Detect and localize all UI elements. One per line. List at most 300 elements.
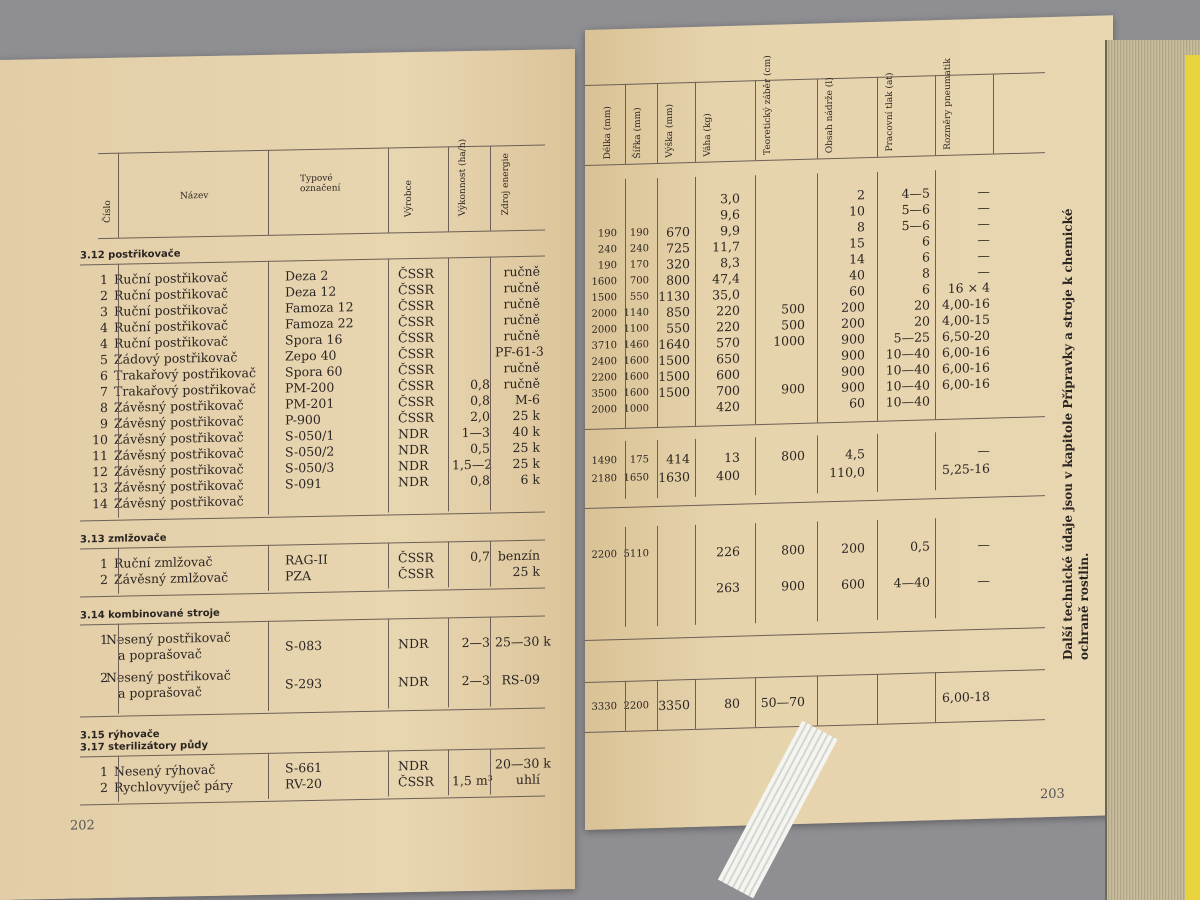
cell-number: 1 [100,763,108,780]
column-divider [118,756,119,802]
cell-6: 6 [922,281,930,297]
cell-0: 3710 [591,340,617,352]
cell-3: 80 [724,695,740,712]
cell-number: 2 [100,571,108,588]
column-header-3: Výrobce [404,179,414,218]
cell-energy: ručně [503,279,540,296]
cell-name: Ruční postřikovač [114,317,229,335]
cell-type: Zepo 40 [285,347,337,364]
cell-capacity: 1,5 m³ [452,772,493,789]
left-page [0,49,575,900]
column-header-2: Výška (mm) [665,103,675,158]
cell-maker: ČSSR [398,265,434,282]
cell-capacity: 1,5—2 [452,456,493,473]
header-bottom-rule [98,230,545,240]
cell-type: S-293 [285,675,323,692]
cell-energy: 6 k [520,471,540,488]
cell-energy: benzín [497,547,540,564]
cell-name: a poprašovač [118,684,202,701]
cell-1: 1600 [623,371,649,383]
cell-0 [585,194,617,195]
cell-6 [875,444,930,446]
cell-0: 3330 [591,701,617,713]
cell-number: 2 [100,287,108,304]
cell-maker: ČSSR [398,345,434,362]
cell-type: RV-20 [285,775,322,792]
column-divider [935,518,936,618]
cell-3: 9,9 [720,222,740,239]
section-title: 3.17 sterilizátory půdy [80,740,208,754]
cell-capacity [452,281,490,282]
column-header-3: Váha (kg) [703,113,713,157]
cell-maker: ČSSR [398,549,434,566]
section-title: 3.13 zmlžovače [80,532,167,546]
cell-0: 1500 [591,292,617,304]
right-page [585,15,1113,830]
cell-4 [750,189,805,191]
cell-number: 7 [100,383,108,400]
section-rule [585,495,1045,509]
column-divider [118,548,119,594]
cell-capacity [452,313,490,314]
cell-6: 10—40 [885,361,930,378]
cell-6: 6 [922,249,930,265]
cell-2 [650,581,690,582]
cell-4 [750,365,805,367]
cell-0: 2180 [591,473,617,485]
column-divider [388,751,389,797]
cell-0: 2000 [591,324,617,336]
header-top-rule [585,72,1045,86]
cell-4 [750,466,805,468]
column-divider [448,617,449,707]
cell-name: Závěsný postřikovač [114,461,244,479]
cell-1: 170 [629,259,649,271]
cell-capacity: 0,7 [470,548,490,564]
cell-capacity [452,757,490,758]
cell-4: 50—70 [760,693,805,711]
column-divider [935,432,936,490]
column-divider [877,520,878,620]
cell-3: 263 [716,579,740,596]
column-header-4: Výkonnost (ha/h) [458,138,468,217]
column-divider [755,677,756,727]
cell-1 [617,193,649,194]
cell-1: 175 [629,454,649,466]
cell-1: 1600 [623,355,649,367]
column-divider [388,543,389,589]
cell-type: PM-200 [285,379,335,396]
cell-5: 900 [841,379,865,395]
cell-4 [750,237,805,239]
cell-5: 600 [841,576,865,592]
column-divider [877,172,878,421]
cell-4 [750,253,805,255]
cell-2: 850 [666,304,690,320]
page-number-right: 203 [1040,786,1065,803]
left-table [0,49,575,796]
cell-capacity: 0,8 [470,376,490,392]
cell-2: 1130 [658,288,690,304]
header-divider [695,82,696,162]
cell-energy: M-6 [515,391,540,408]
column-divider [755,523,756,623]
column-header-6: Pracovní tlak (at) [885,72,895,152]
cell-7: 16 × 4 [947,279,990,296]
column-divider [657,440,658,498]
cell-3: 8,3 [720,254,740,271]
column-divider [268,261,269,515]
cell-maker: ČSSR [398,297,434,314]
cell-4 [750,205,805,207]
cell-number: 10 [92,431,108,448]
cell-capacity [452,297,490,298]
cell-7: — [977,572,990,589]
cell-number: 3 [100,303,108,320]
cell-0: 1600 [591,276,617,288]
cell-0: 2400 [591,356,617,368]
cell-2: 670 [666,224,690,240]
cell-2: 1500 [658,352,690,368]
cell-energy: 25 k [512,563,540,580]
cell-maker: ČSSR [398,409,434,426]
cell-2: 725 [666,240,690,256]
cell-name: Trakařový postřikovač [114,365,256,383]
cell-7: 6,00-16 [942,343,990,361]
cell-name: Ruční postřikovač [114,301,229,319]
cell-type: S-091 [285,475,323,492]
cell-3: 650 [716,350,740,367]
cell-capacity: 0,8 [470,392,490,408]
cell-1: 1600 [623,387,649,399]
cell-5: 15 [849,235,865,251]
cell-type: S-083 [285,637,323,654]
cell-7: 5,25-16 [942,460,990,478]
cell-energy: ručně [503,295,540,312]
cell-energy: 25—30 k [495,633,551,650]
cell-5: 900 [841,347,865,363]
cell-7: 6,50-20 [942,327,990,345]
column-divider [877,434,878,492]
section-bottom-rule [80,512,545,522]
header-divider [755,80,756,160]
cell-2: 800 [666,272,690,288]
cell-capacity [452,345,490,346]
header-divider [490,146,491,231]
cell-6: 6 [922,233,930,249]
cell-energy: 25 k [512,455,540,472]
cell-3: 400 [716,467,740,484]
cell-maker: ČSSR [398,329,434,346]
section-title: 3.12 postřikovače [80,248,181,262]
cell-energy: ručně [503,263,540,280]
column-divider [118,624,119,714]
cell-maker: ČSSR [398,393,434,410]
cell-1: 5110 [623,548,649,560]
cell-1 [617,209,649,210]
cell-type: P-900 [285,411,321,428]
cell-3: 9,6 [720,206,740,223]
section-bottom-rule [80,588,545,598]
cell-capacity: 0,5 [470,440,490,456]
cell-1: 550 [629,291,649,303]
cell-type: Deza 12 [285,283,337,300]
cell-3: 220 [716,302,740,319]
column-divider [695,679,696,729]
column-divider [817,173,818,422]
cell-maker: ČSSR [398,361,434,378]
cell-0: 2000 [591,404,617,416]
cell-6: 8 [922,265,930,281]
cell-7: 6,00-16 [942,359,990,377]
cell-energy: 20—30 k [495,755,551,772]
column-header-2: Typové označení [300,173,341,195]
column-divider [388,259,389,513]
cell-5: 60 [849,283,865,299]
cell-name: Rychlovyvíječ páry [114,777,233,795]
column-divider [695,439,696,497]
cell-energy: ručně [503,359,540,376]
column-divider [448,541,449,587]
cell-name: Závěsný postřikovač [114,477,244,495]
cell-6: 0,5 [910,538,930,554]
column-header-4: Teoretický záběr (cm) [763,55,773,156]
column-divider [935,170,936,419]
cell-type: RAG-II [285,551,328,568]
cell-1: 1100 [623,323,649,335]
cell-maker: ČSSR [398,565,434,582]
cell-number: 4 [100,335,108,352]
cell-5 [810,692,865,694]
cell-capacity: 2—3 [461,672,490,689]
cell-4 [750,269,805,271]
cell-4: 500 [781,316,805,333]
header-divider [817,78,818,158]
cell-3: 226 [716,543,740,560]
cell-2: 3350 [658,697,690,713]
header-divider [625,84,626,164]
page-number-left: 202 [70,818,95,834]
section-title: 3.14 kombinované stroje [80,607,220,622]
cell-4 [750,221,805,223]
cell-2 [650,545,690,546]
cell-name: Závěsný postřikovač [114,445,244,463]
cell-maker: NDR [398,425,429,442]
cell-maker: NDR [398,757,429,774]
cell-2: 1500 [658,384,690,400]
header-divider [118,153,119,238]
cell-6: 4—5 [901,185,930,202]
cell-6: 20 [914,297,930,313]
column-header-7: Rozměry pneumatik [943,58,953,151]
cell-3: 420 [716,398,740,415]
column-divider [817,521,818,621]
cell-1: 240 [629,243,649,255]
cell-5: 8 [857,219,865,235]
cell-1: 1650 [623,472,649,484]
cell-5: 14 [849,251,865,267]
cell-number: 2 [100,669,108,686]
section-bottom-rule [80,708,545,718]
cell-7: — [977,183,990,200]
cell-name: Ruční postřikovač [114,269,229,287]
column-divider [490,257,491,511]
cell-name: Nesený postřikovač [106,667,231,685]
cell-2: 320 [666,256,690,272]
cell-7: 6,00-16 [942,375,990,393]
cell-6: 10—40 [885,393,930,410]
column-divider [490,749,491,795]
cell-maker: ČSSR [398,313,434,330]
column-divider [817,435,818,493]
cell-0: 2200 [591,372,617,384]
cell-7: — [977,215,990,232]
cell-name: a poprašovač [118,646,202,663]
cell-name: Nesený postřikovač [106,629,231,647]
cell-6: 20 [914,313,930,329]
cell-1: 2200 [623,700,649,712]
cell-type: Famoza 12 [285,299,354,316]
cell-7: — [977,263,990,280]
cell-7: — [977,247,990,264]
column-divider [118,264,119,518]
header-divider [388,148,389,233]
cell-1 [617,582,649,583]
cell-number: 1 [100,555,108,572]
cell-1: 190 [629,227,649,239]
cell-5: 200 [841,315,865,331]
cell-3: 570 [716,334,740,351]
cell-number: 9 [100,415,108,432]
cell-7: — [977,199,990,216]
cell-6: 5—6 [901,217,930,234]
cell-name: Ruční zmlžovač [114,553,213,571]
cell-6: 10—40 [885,377,930,394]
cell-0 [585,210,617,211]
cell-2 [650,192,690,193]
column-divider [490,541,491,587]
cell-7: — [977,442,990,459]
cell-number: 6 [100,367,108,384]
cell-name: Ruční postřikovač [114,333,229,351]
cell-name: Závěsný postřikovač [114,493,244,511]
cell-0 [585,583,617,584]
cell-4: 900 [781,380,805,397]
cell-maker: ČSSR [398,377,434,394]
section-rule [585,669,1045,683]
header-divider [993,74,994,154]
cell-maker: NDR [398,673,429,690]
footnote: Další technické údaje jsou v kapitole Přípravky a stroje k chemické ochraně rostlin. [1061,208,1091,660]
cell-2 [650,208,690,209]
cell-capacity: 1—3 [461,424,490,441]
cell-energy: PF-61-3 [495,343,544,360]
section-rule [585,627,1045,641]
cell-maker: ČSSR [398,281,434,298]
cell-energy: RS-09 [501,671,540,688]
column-header-1: Šířka (mm) [633,107,643,159]
cell-number: 2 [100,779,108,796]
column-divider [448,257,449,511]
cell-energy: 25 k [512,439,540,456]
cell-type: S-050/3 [285,459,335,476]
cell-0: 2200 [591,549,617,561]
cell-5: 2 [857,187,865,203]
cell-7: — [977,536,990,553]
column-divider [695,177,696,426]
cell-4: 800 [781,447,805,464]
cell-type: PM-201 [285,395,335,412]
cell-name: Ruční postřikovač [114,285,229,303]
cell-capacity [452,361,490,362]
cell-0: 240 [597,244,617,256]
cell-energy: uhlí [515,771,540,788]
cell-5: 200 [841,540,865,556]
cell-type: S-661 [285,759,323,776]
cell-7: 4,00-15 [942,311,990,329]
cell-capacity: 2—3 [461,634,490,651]
cell-1: 1000 [623,403,649,415]
column-divider [268,753,269,799]
column-divider [490,617,491,707]
cell-2: 1630 [658,469,690,485]
cell-capacity: 0,8 [470,472,490,488]
cell-type: S-050/2 [285,443,335,460]
header-divider [448,146,449,231]
cell-type: Spora 60 [285,363,343,380]
cell-3: 3,0 [720,190,740,207]
column-divider [625,441,626,499]
cell-capacity: 2,0 [470,408,490,424]
header-top-rule [98,145,545,155]
cell-number: 1 [100,631,108,648]
cell-type: Deza 2 [285,267,329,284]
section-title: 3.15 rýhovače [80,728,160,742]
cell-name: Závěsný postřikovač [114,429,244,447]
header-divider [268,150,269,235]
column-divider [448,749,449,795]
cell-number: 13 [92,479,108,496]
cell-6 [875,462,930,464]
cell-0: 190 [597,260,617,272]
column-header-1: Název [180,190,209,202]
cell-5: 40 [849,267,865,283]
cell-3: 47,4 [712,270,740,287]
cell-5: 10 [849,203,865,219]
cell-0: 3500 [591,388,617,400]
cell-maker: NDR [398,635,429,652]
cell-number: 12 [92,463,108,480]
cell-type: Famoza 22 [285,315,354,332]
cell-type: PZA [285,568,312,584]
cell-3: 11,7 [712,238,740,255]
cell-4 [750,285,805,287]
column-divider [817,675,818,725]
column-divider [625,527,626,627]
column-divider [935,672,936,722]
column-divider [268,545,269,591]
cell-2: 550 [666,320,690,336]
cell-7: — [977,231,990,248]
cell-2: 414 [666,451,690,467]
cell-5: 900 [841,331,865,347]
cell-1: 1460 [623,339,649,351]
cell-number: 5 [100,351,108,368]
cell-capacity [452,265,490,266]
cell-4: 900 [781,577,805,594]
cell-0: 2000 [591,308,617,320]
cell-name: Závěsný zmlžovač [114,569,229,587]
